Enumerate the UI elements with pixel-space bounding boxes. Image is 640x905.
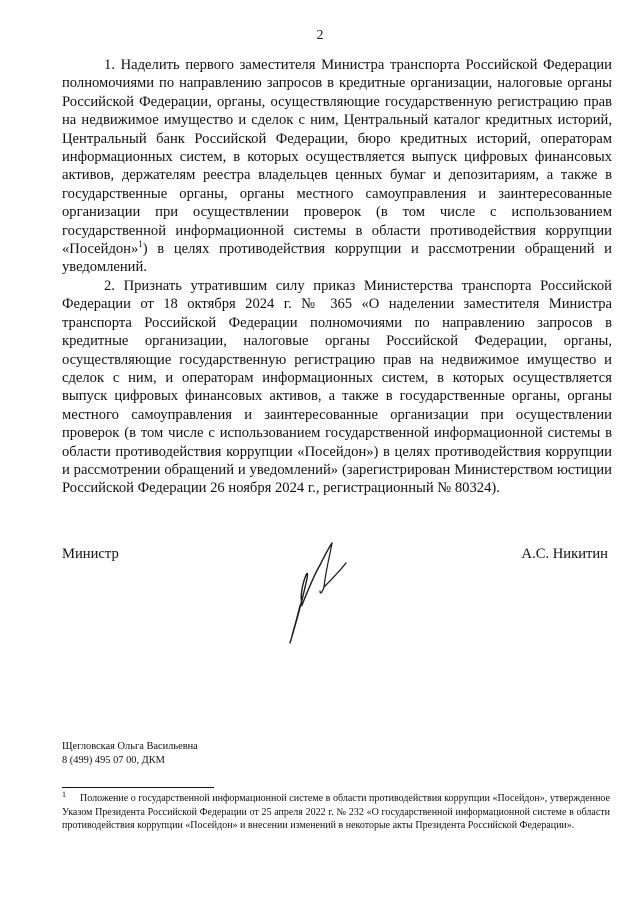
footnote-reference[interactable]: 1 <box>138 239 143 250</box>
footnote-divider <box>62 787 214 788</box>
handwritten-signature <box>262 535 362 650</box>
footnote-mark: 1 <box>62 790 66 799</box>
paragraph-1-text: 1. Наделить первого заместителя Министра транспорта Российской Федерации полномочиями по направлению запросов в кредитные организации, налоговые органы Российской Федерации, органы, осуществляющие государственную регистрацию прав на недвижимое имущество и сделок с ним, Центральный каталог кредитных историй, Центральный банк Российской Федерации, бюро кредитных историй, операторам информационных систем, в которых осуществляется выпуск цифровых финансовых активов, держателям реестра владельцев ценных бумаг и депозитариям, а также в государственные органы, органы местного самоуправления и заинтересованные организации при осуществлении проверок (в том числе с использованием государственной информационной системы в области противодействия коррупции «Посейдон» <box>62 57 612 258</box>
executor-contact: 8 (499) 495 07 00, ДКМ <box>62 755 165 766</box>
paragraph-2: 2. Признать утратившим силу приказ Министерства транспорта Российской Федерации от 18 октября 2024 г. № 365 «О наделении заместителя Министра транспорта Российской Федерации полномочиями по направлению запросов в кредитные организации, налоговые органы Российской Федерации, органы, осуществляющие государственную регистрацию прав на недвижимое имущество и сделок с ним, и операторам информационных систем, в которых осуществляется выпуск цифровых финансовых активов, а также в государственные органы, органы местного самоуправления и заинтересованные организации при осуществлении проверок (в том числе с использованием государственной информационной системы в области противодействия коррупции «Посейдон») в целях противодействия коррупции и рассмотрении обращений и уведомлений» (зарегистрирован Министерством юстиции Российской Федерации 26 ноября 2024 г., регистрационный № 80324). <box>62 277 612 497</box>
signatory-name: А.С. Никитин <box>521 546 608 562</box>
paragraph-1-text-end: ) в целях противодействия коррупции и рассмотрении обращений и уведомлений. <box>62 241 612 276</box>
document-body <box>62 56 612 498</box>
footnote-text: Положение о государственной информационной системе в области противодействия коррупции «Посейдон», утвержденное Указом Президента Российской Федерации от 25 апреля 2022 г. № 232 «О государственной информационной системе в области противодействия коррупции «Посейдон» и внесении изменений в некоторые акты Президента Российской Федерации». <box>62 793 610 832</box>
signatory-position: Министр <box>62 546 119 562</box>
executor-name: Щегловская Ольга Васильевна <box>62 741 198 752</box>
page-number: 2 <box>316 27 324 42</box>
executor-block <box>62 740 198 768</box>
footnote <box>62 792 610 833</box>
paragraph-1 <box>62 56 612 277</box>
